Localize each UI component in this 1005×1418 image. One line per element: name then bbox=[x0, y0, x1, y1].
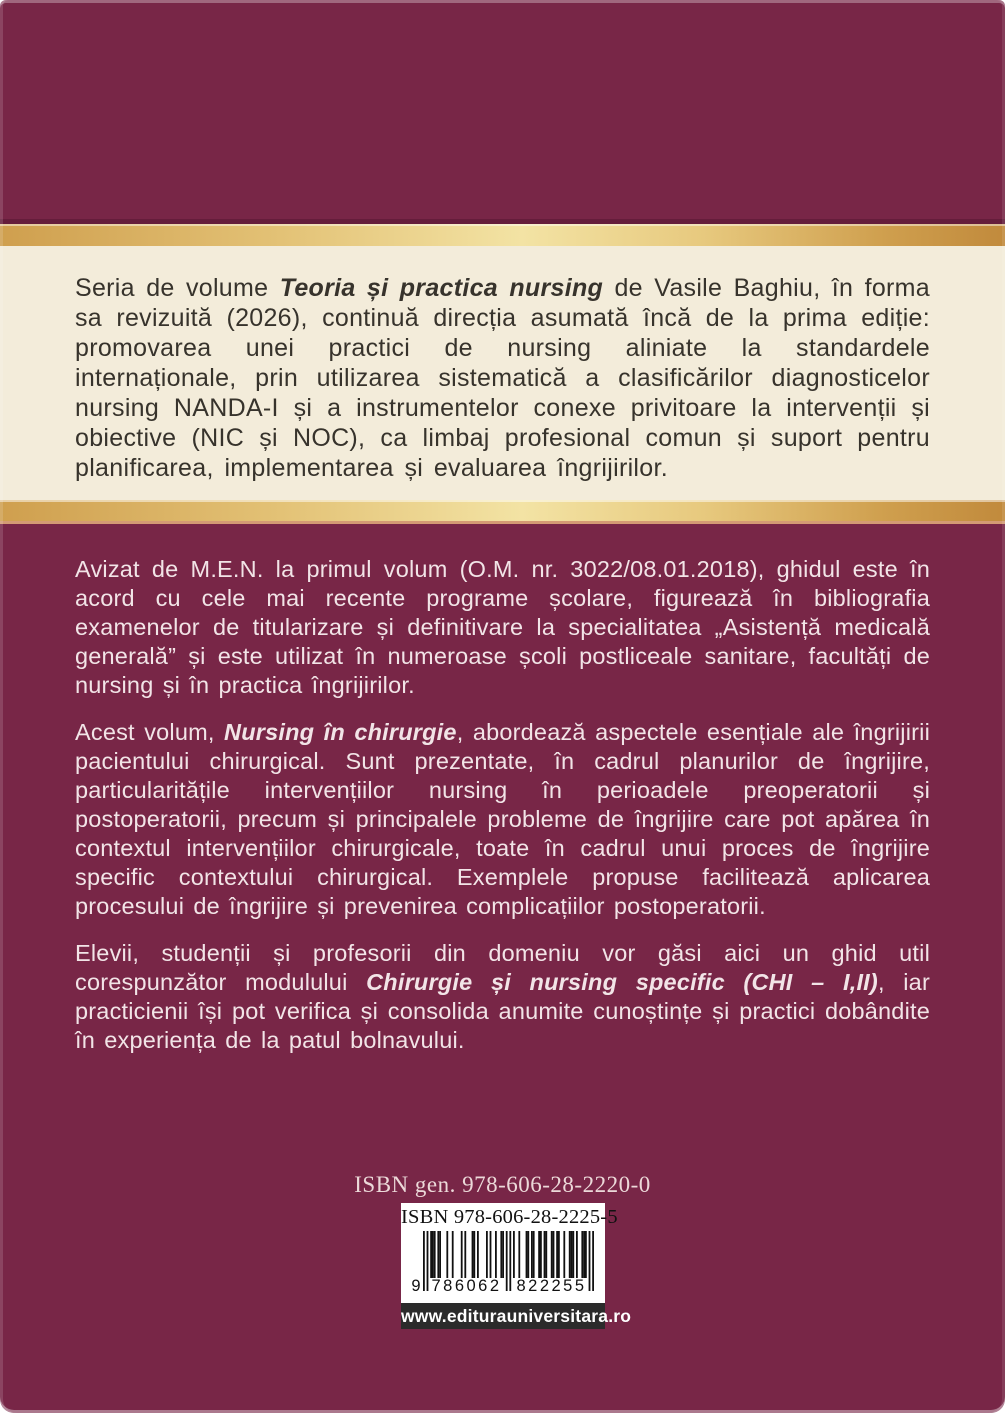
series-summary-paragraph bbox=[75, 273, 930, 483]
text-run: Seria de volume bbox=[75, 274, 280, 302]
ean-first-digit: 9 bbox=[411, 1277, 421, 1295]
text-run: , abordează aspectele esențiale ale îngrijirii pacientului chirurgical. Sunt prezentate, în cadrul planurilor de îngrijire, particularitățile intervențiilor nursing în perioadele preoperatorii și postoperatorii, precum și principalele probleme de îngrijire care pot apărea în contextul intervențiilor chirurgicale, toate în cadrul unui proces de îngrijire specific contextului chirurgical. Exemplele propuse facilitează aplicarea procesului de îngrijire și prevenirea complicațiilor postoperatorii. bbox=[75, 719, 931, 919]
barcode-block bbox=[401, 1203, 618, 1303]
description-panel bbox=[0, 524, 1005, 1073]
text-run: , iar practicienii își pot verifica și consolida anumite cunoștințe și practici dobândite în experiența de la patul bolnavului. bbox=[75, 969, 930, 1053]
audience-paragraph bbox=[75, 939, 930, 1055]
ean-right-group: 822255 bbox=[516, 1277, 587, 1295]
highlighted-title-text: Nursing în chirurgie bbox=[224, 719, 457, 745]
text-run: Elevii, studenții și profesorii din domeniu vor găsi aici un ghid util corespunzător modulului bbox=[75, 940, 930, 995]
endorsement-paragraph bbox=[75, 555, 930, 700]
text-run: Avizat de M.E.N. la primul volum (O.M. nr. 3022/08.01.2018), ghidul este în acord cu cele mai recente programe școlare, figurează în bibliografia examenelor de titularizare și definitivare la specialitatea „Asistență medicală generală” și este utilizat în numeroase școli postliceale sanitare, facultăți de nursing și în practica îngrijirilor. bbox=[75, 556, 930, 698]
series-summary-panel bbox=[0, 246, 1005, 500]
isbn-general-label: ISBN gen. 978-606-28-2220-0 bbox=[354, 1172, 651, 1197]
volume-description-paragraph bbox=[75, 718, 930, 921]
highlighted-title-text: Chirurgie și nursing specific (CHI – I,II) bbox=[366, 969, 878, 995]
ean-left-group: 786062 bbox=[431, 1277, 502, 1295]
gold-divider-top bbox=[0, 224, 1005, 246]
publisher-website-bar: www.editurauniversitara.ro bbox=[401, 1303, 605, 1329]
highlighted-title-text: Teoria și practica nursing bbox=[279, 274, 604, 302]
isbn-volume-label: ISBN 978-606-28-2225-5 bbox=[401, 1206, 618, 1228]
text-run: Acest volum, bbox=[75, 719, 225, 745]
gold-divider-bottom bbox=[0, 500, 1005, 524]
ean13-barcode bbox=[410, 1231, 596, 1294]
text-run: de Vasile Baghiu, în forma sa revizuită (2026), continuă direcția asumată încă de la prima ediție: promovarea unei practici de nursing aliniate la standardele internaționale, prin utilizarea sistematică a clasificărilor diagnosticelor nursing NANDA-I și a instrumentelor conexe privitoare la intervenții și obiective (NIC și NOC), ca limbaj profesional comun și suport pentru planificarea, implementarea și evaluarea îngrijirilor. bbox=[75, 274, 930, 482]
